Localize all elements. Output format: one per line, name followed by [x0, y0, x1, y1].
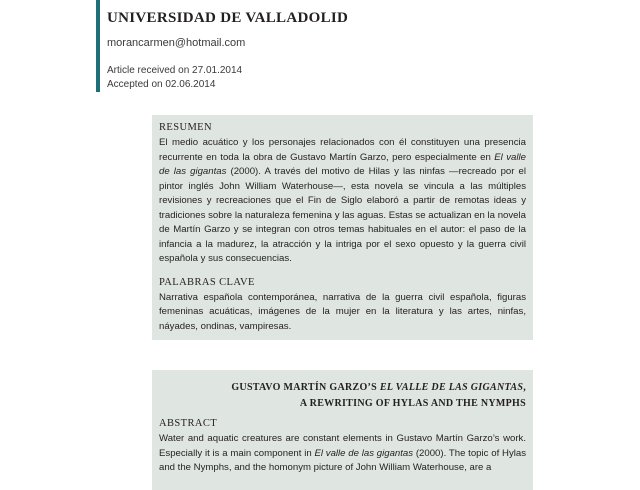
abstract-box [152, 370, 533, 490]
article-title-english: GUSTAVO MARTÍN GARZO’S EL VALLE DE LAS GIGANTAS, A REWRITING OF HYLAS AND THE NYMPHS [231, 382, 526, 409]
header-accent-bar [96, 0, 100, 92]
affiliation: UNIVERSIDAD DE VALLADOLID [107, 10, 349, 26]
resumen-heading: RESUMEN [159, 122, 212, 133]
article-dates [107, 64, 242, 92]
abstract-heading: ABSTRACT [159, 418, 218, 429]
accepted-date: Accepted on 02.06.2014 [107, 79, 216, 90]
keywords-text: Narrativa española contemporánea, narrativa de la guerra civil española, figuras femeninas acuáticas, imágenes de la mujer en la literatura y las artes, ninfas, náyades, ondinas, vampiresas. [159, 291, 526, 332]
resumen-box [152, 115, 533, 340]
author-email[interactable]: morancarmen@hotmail.com [107, 37, 246, 49]
keywords-heading: PALABRAS CLAVE [159, 276, 255, 288]
resumen-text: El medio acuático y los personajes relacionados con él constituyen una presencia recurrente en toda la obra de Gustavo Martín Garzo, pero especialmente en El valle de las gigantas (2000). A través del motivo de Hilas y las ninfas —recreado por el pintor inglés John William Waterhouse—, esta novela se vincula a las múltiples revisiones y recreaciones que el Fin de Siglo elaboró a partir de remotas ideas y tradiciones sobre la naturaleza femenina y las aguas. Estas se actualizan en la novela de Martín Garzo y se integran con otros temas habituales en el autor: el paso de la infancia a la madurez, la atracción y la intriga por el sexo opuesto y la guerra civil española y sus consecuencias. [159, 137, 526, 264]
abstract-text: Water and aquatic creatures are constant elements in Gustavo Martín Garzo’s work. Especially it is a main component in El valle de las gigantas (2000). The topic of Hylas and the Nymphs, and the homonym picture of John William Waterhouse, are a [159, 433, 527, 473]
received-date: Article received on 27.01.2014 [107, 65, 243, 76]
